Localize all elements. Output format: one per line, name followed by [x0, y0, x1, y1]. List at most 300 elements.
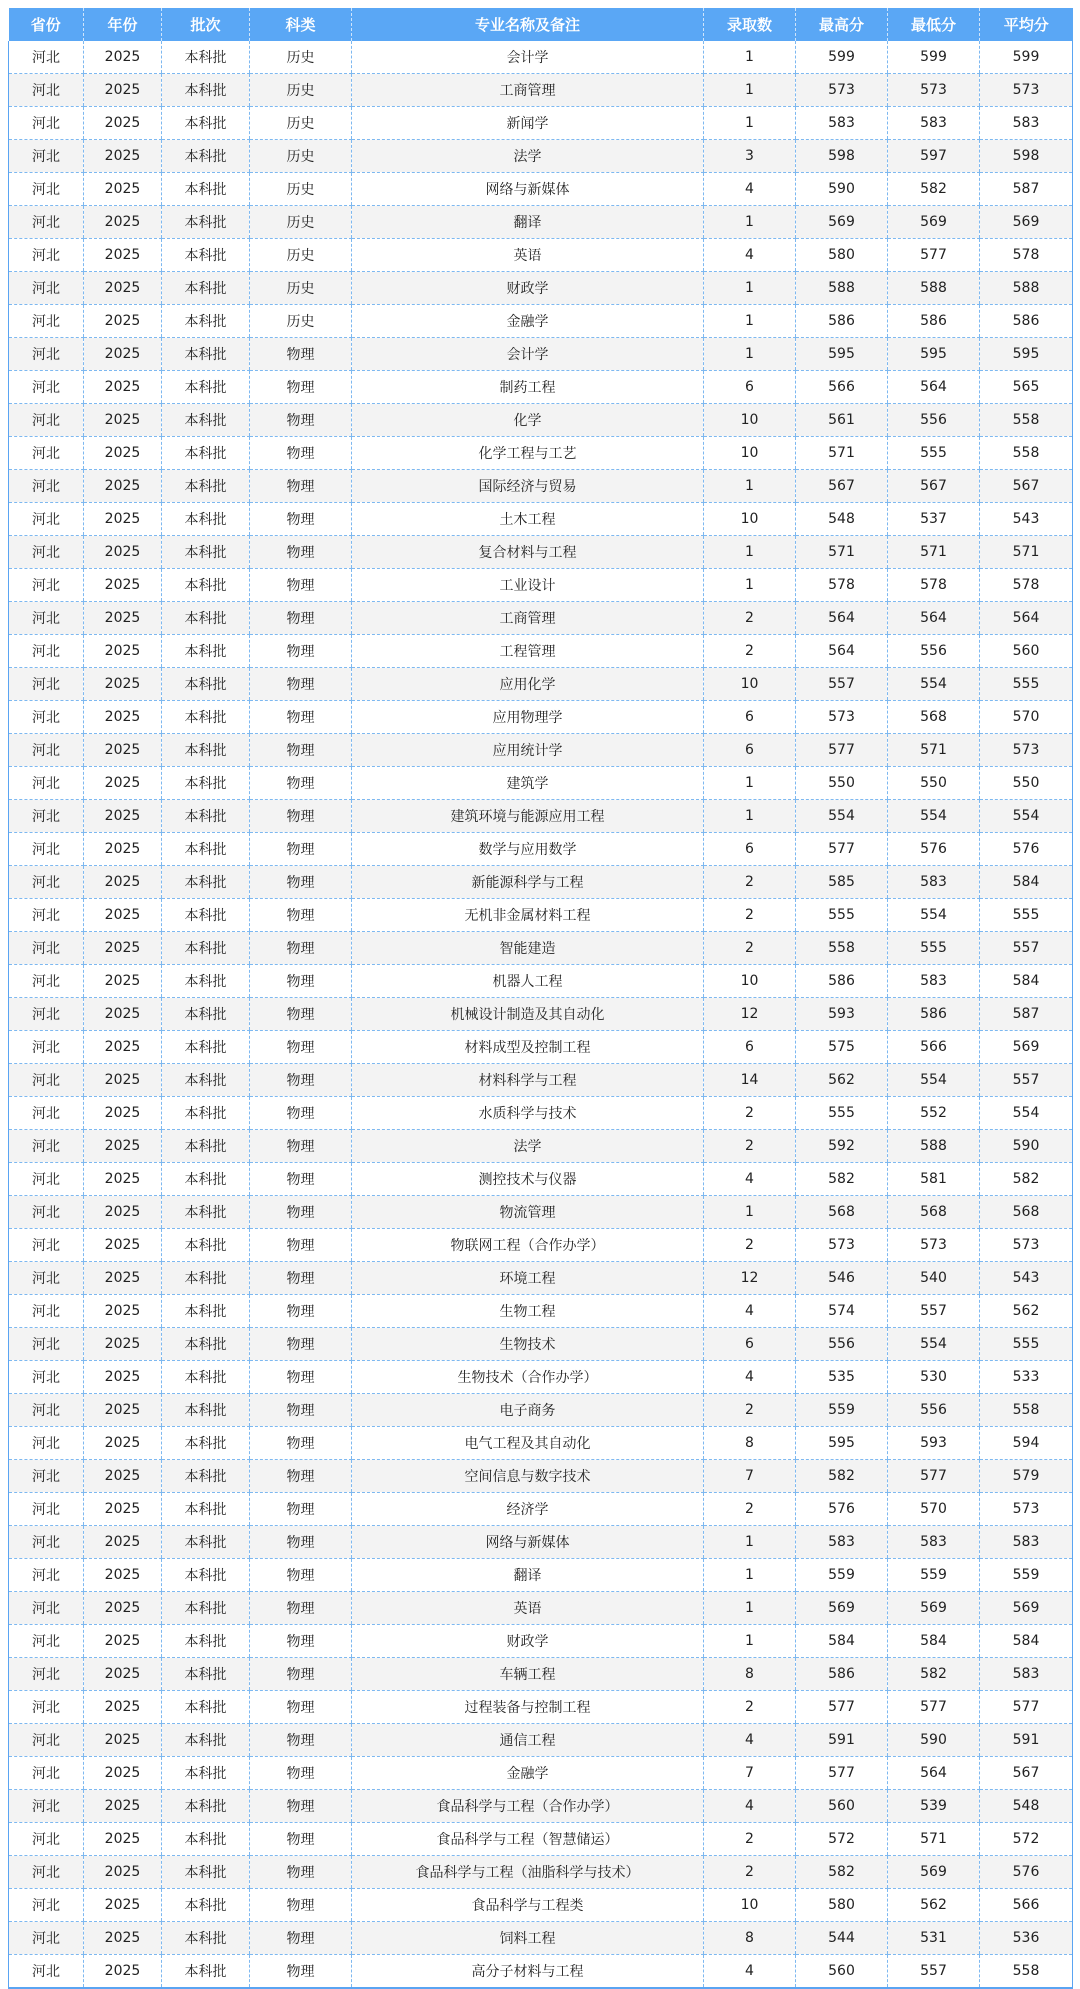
cell-subject-category: 物理 [250, 602, 352, 635]
cell-year: 2025 [84, 866, 162, 899]
table-row [9, 1328, 1073, 1361]
cell-major-name: 过程装备与控制工程 [352, 1691, 704, 1724]
cell-major-name: 建筑学 [352, 767, 704, 800]
cell-province: 河北 [9, 1790, 84, 1823]
cell-max-score: 556 [796, 1328, 888, 1361]
cell-subject-category: 物理 [250, 1262, 352, 1295]
cell-admitted-count: 6 [704, 1328, 796, 1361]
table-row [9, 1625, 1073, 1658]
cell-major-name: 电子商务 [352, 1394, 704, 1427]
cell-min-score: 531 [888, 1922, 980, 1955]
cell-admitted-count: 4 [704, 1724, 796, 1757]
cell-province: 河北 [9, 1328, 84, 1361]
cell-avg-score: 569 [980, 1031, 1073, 1064]
cell-batch: 本科批 [162, 536, 250, 569]
cell-admitted-count: 1 [704, 1196, 796, 1229]
cell-province: 河北 [9, 734, 84, 767]
cell-batch: 本科批 [162, 602, 250, 635]
cell-admitted-count: 6 [704, 833, 796, 866]
cell-province: 河北 [9, 470, 84, 503]
cell-batch: 本科批 [162, 272, 250, 305]
cell-min-score: 555 [888, 932, 980, 965]
cell-batch: 本科批 [162, 1163, 250, 1196]
cell-province: 河北 [9, 1031, 84, 1064]
cell-year: 2025 [84, 371, 162, 404]
cell-major-name: 车辆工程 [352, 1658, 704, 1691]
table-row [9, 1163, 1073, 1196]
cell-province: 河北 [9, 371, 84, 404]
table-row [9, 536, 1073, 569]
cell-max-score: 571 [796, 437, 888, 470]
cell-admitted-count: 2 [704, 1493, 796, 1526]
cell-province: 河北 [9, 206, 84, 239]
cell-avg-score: 554 [980, 800, 1073, 833]
cell-avg-score: 559 [980, 1559, 1073, 1592]
cell-avg-score: 536 [980, 1922, 1073, 1955]
cell-avg-score: 567 [980, 470, 1073, 503]
cell-major-name: 新闻学 [352, 107, 704, 140]
cell-subject-category: 物理 [250, 965, 352, 998]
cell-province: 河北 [9, 1262, 84, 1295]
cell-avg-score: 586 [980, 305, 1073, 338]
cell-admitted-count: 4 [704, 1955, 796, 1989]
cell-max-score: 584 [796, 1625, 888, 1658]
cell-year: 2025 [84, 1691, 162, 1724]
cell-admitted-count: 2 [704, 1823, 796, 1856]
cell-min-score: 550 [888, 767, 980, 800]
cell-min-score: 564 [888, 1757, 980, 1790]
cell-subject-category: 物理 [250, 1493, 352, 1526]
cell-province: 河北 [9, 1592, 84, 1625]
cell-major-name: 水质科学与技术 [352, 1097, 704, 1130]
cell-year: 2025 [84, 173, 162, 206]
cell-avg-score: 573 [980, 1493, 1073, 1526]
cell-major-name: 英语 [352, 1592, 704, 1625]
header-avg-score: 平均分 [980, 8, 1073, 41]
cell-avg-score: 557 [980, 1064, 1073, 1097]
cell-min-score: 583 [888, 965, 980, 998]
cell-major-name: 数学与应用数学 [352, 833, 704, 866]
cell-avg-score: 578 [980, 569, 1073, 602]
cell-year: 2025 [84, 899, 162, 932]
cell-avg-score: 555 [980, 1328, 1073, 1361]
cell-subject-category: 物理 [250, 866, 352, 899]
cell-min-score: 582 [888, 173, 980, 206]
cell-subject-category: 物理 [250, 899, 352, 932]
cell-batch: 本科批 [162, 206, 250, 239]
cell-major-name: 食品科学与工程（智慧储运） [352, 1823, 704, 1856]
cell-year: 2025 [84, 1790, 162, 1823]
cell-major-name: 材料成型及控制工程 [352, 1031, 704, 1064]
cell-year: 2025 [84, 305, 162, 338]
table-row [9, 1460, 1073, 1493]
cell-major-name: 应用统计学 [352, 734, 704, 767]
cell-major-name: 翻译 [352, 1559, 704, 1592]
cell-year: 2025 [84, 1163, 162, 1196]
cell-province: 河北 [9, 173, 84, 206]
cell-subject-category: 物理 [250, 470, 352, 503]
cell-batch: 本科批 [162, 1823, 250, 1856]
cell-avg-score: 571 [980, 536, 1073, 569]
header-max-score: 最高分 [796, 8, 888, 41]
cell-admitted-count: 4 [704, 1295, 796, 1328]
cell-year: 2025 [84, 536, 162, 569]
cell-subject-category: 物理 [250, 1790, 352, 1823]
cell-min-score: 559 [888, 1559, 980, 1592]
table-row [9, 503, 1073, 536]
table-row [9, 140, 1073, 173]
table-row [9, 1229, 1073, 1262]
cell-major-name: 建筑环境与能源应用工程 [352, 800, 704, 833]
cell-major-name: 会计学 [352, 338, 704, 371]
table-row [9, 965, 1073, 998]
cell-batch: 本科批 [162, 932, 250, 965]
cell-admitted-count: 8 [704, 1427, 796, 1460]
cell-min-score: 568 [888, 1196, 980, 1229]
cell-province: 河北 [9, 1064, 84, 1097]
cell-province: 河北 [9, 41, 84, 74]
cell-province: 河北 [9, 272, 84, 305]
cell-batch: 本科批 [162, 1460, 250, 1493]
cell-subject-category: 物理 [250, 1196, 352, 1229]
table-row [9, 173, 1073, 206]
cell-batch: 本科批 [162, 239, 250, 272]
cell-avg-score: 548 [980, 1790, 1073, 1823]
cell-batch: 本科批 [162, 1229, 250, 1262]
cell-avg-score: 579 [980, 1460, 1073, 1493]
cell-major-name: 翻译 [352, 206, 704, 239]
cell-subject-category: 物理 [250, 1460, 352, 1493]
cell-subject-category: 物理 [250, 1889, 352, 1922]
cell-max-score: 592 [796, 1130, 888, 1163]
cell-max-score: 595 [796, 338, 888, 371]
cell-year: 2025 [84, 1097, 162, 1130]
cell-year: 2025 [84, 932, 162, 965]
cell-batch: 本科批 [162, 899, 250, 932]
cell-year: 2025 [84, 470, 162, 503]
cell-max-score: 571 [796, 536, 888, 569]
cell-min-score: 582 [888, 1658, 980, 1691]
cell-subject-category: 物理 [250, 998, 352, 1031]
cell-major-name: 英语 [352, 239, 704, 272]
cell-max-score: 550 [796, 767, 888, 800]
cell-province: 河北 [9, 404, 84, 437]
table-row [9, 1361, 1073, 1394]
cell-province: 河北 [9, 1295, 84, 1328]
cell-province: 河北 [9, 1361, 84, 1394]
cell-batch: 本科批 [162, 998, 250, 1031]
cell-batch: 本科批 [162, 41, 250, 74]
table-row [9, 701, 1073, 734]
cell-province: 河北 [9, 1130, 84, 1163]
cell-subject-category: 物理 [250, 1955, 352, 1989]
cell-avg-score: 595 [980, 338, 1073, 371]
admission-scores-table [8, 8, 1073, 1989]
cell-avg-score: 567 [980, 1757, 1073, 1790]
cell-province: 河北 [9, 1163, 84, 1196]
cell-admitted-count: 1 [704, 470, 796, 503]
table-row [9, 1922, 1073, 1955]
cell-max-score: 573 [796, 1229, 888, 1262]
cell-subject-category: 物理 [250, 767, 352, 800]
cell-max-score: 580 [796, 239, 888, 272]
cell-subject-category: 历史 [250, 173, 352, 206]
cell-min-score: 556 [888, 1394, 980, 1427]
cell-batch: 本科批 [162, 866, 250, 899]
table-row [9, 371, 1073, 404]
cell-subject-category: 物理 [250, 1229, 352, 1262]
cell-batch: 本科批 [162, 800, 250, 833]
table-row [9, 569, 1073, 602]
cell-year: 2025 [84, 1592, 162, 1625]
cell-avg-score: 573 [980, 734, 1073, 767]
cell-province: 河北 [9, 437, 84, 470]
cell-batch: 本科批 [162, 1592, 250, 1625]
cell-year: 2025 [84, 206, 162, 239]
cell-year: 2025 [84, 1295, 162, 1328]
table-row [9, 74, 1073, 107]
cell-min-score: 583 [888, 1526, 980, 1559]
cell-max-score: 588 [796, 272, 888, 305]
cell-max-score: 555 [796, 899, 888, 932]
cell-batch: 本科批 [162, 668, 250, 701]
cell-year: 2025 [84, 668, 162, 701]
table-row [9, 107, 1073, 140]
cell-max-score: 595 [796, 1427, 888, 1460]
cell-avg-score: 576 [980, 1856, 1073, 1889]
cell-province: 河北 [9, 1691, 84, 1724]
cell-subject-category: 物理 [250, 1097, 352, 1130]
cell-max-score: 586 [796, 305, 888, 338]
cell-avg-score: 558 [980, 437, 1073, 470]
cell-max-score: 568 [796, 1196, 888, 1229]
cell-province: 河北 [9, 1724, 84, 1757]
cell-avg-score: 558 [980, 404, 1073, 437]
cell-max-score: 569 [796, 1592, 888, 1625]
table-row [9, 1064, 1073, 1097]
cell-major-name: 复合材料与工程 [352, 536, 704, 569]
cell-avg-score: 573 [980, 74, 1073, 107]
cell-major-name: 无机非金属材料工程 [352, 899, 704, 932]
cell-avg-score: 555 [980, 668, 1073, 701]
cell-min-score: 573 [888, 74, 980, 107]
cell-max-score: 544 [796, 1922, 888, 1955]
table-row [9, 305, 1073, 338]
cell-admitted-count: 6 [704, 371, 796, 404]
cell-admitted-count: 1 [704, 206, 796, 239]
cell-max-score: 572 [796, 1823, 888, 1856]
cell-avg-score: 550 [980, 767, 1073, 800]
cell-max-score: 555 [796, 1097, 888, 1130]
cell-province: 河北 [9, 1625, 84, 1658]
cell-min-score: 599 [888, 41, 980, 74]
cell-avg-score: 572 [980, 1823, 1073, 1856]
cell-year: 2025 [84, 734, 162, 767]
cell-year: 2025 [84, 1526, 162, 1559]
cell-year: 2025 [84, 833, 162, 866]
cell-min-score: 573 [888, 1229, 980, 1262]
cell-province: 河北 [9, 701, 84, 734]
table-row [9, 1955, 1073, 1989]
cell-year: 2025 [84, 437, 162, 470]
cell-min-score: 566 [888, 1031, 980, 1064]
cell-admitted-count: 4 [704, 239, 796, 272]
cell-admitted-count: 1 [704, 1592, 796, 1625]
cell-admitted-count: 1 [704, 74, 796, 107]
cell-max-score: 559 [796, 1559, 888, 1592]
cell-avg-score: 569 [980, 206, 1073, 239]
cell-min-score: 554 [888, 899, 980, 932]
table-row [9, 1262, 1073, 1295]
cell-batch: 本科批 [162, 1493, 250, 1526]
table-row [9, 866, 1073, 899]
cell-min-score: 586 [888, 305, 980, 338]
cell-province: 河北 [9, 1955, 84, 1989]
cell-admitted-count: 7 [704, 1757, 796, 1790]
cell-major-name: 环境工程 [352, 1262, 704, 1295]
cell-min-score: 590 [888, 1724, 980, 1757]
cell-admitted-count: 12 [704, 1262, 796, 1295]
cell-avg-score: 564 [980, 602, 1073, 635]
cell-max-score: 558 [796, 932, 888, 965]
cell-batch: 本科批 [162, 140, 250, 173]
table-row [9, 1691, 1073, 1724]
cell-min-score: 578 [888, 569, 980, 602]
cell-year: 2025 [84, 569, 162, 602]
table-row [9, 1790, 1073, 1823]
cell-min-score: 554 [888, 668, 980, 701]
cell-admitted-count: 10 [704, 1889, 796, 1922]
table-row [9, 404, 1073, 437]
cell-min-score: 556 [888, 404, 980, 437]
table-row [9, 1196, 1073, 1229]
cell-major-name: 金融学 [352, 1757, 704, 1790]
table-row [9, 437, 1073, 470]
cell-province: 河北 [9, 338, 84, 371]
cell-min-score: 562 [888, 1889, 980, 1922]
cell-batch: 本科批 [162, 1955, 250, 1989]
cell-year: 2025 [84, 338, 162, 371]
cell-admitted-count: 3 [704, 140, 796, 173]
cell-year: 2025 [84, 1856, 162, 1889]
cell-major-name: 法学 [352, 140, 704, 173]
cell-max-score: 576 [796, 1493, 888, 1526]
cell-avg-score: 578 [980, 239, 1073, 272]
table-row [9, 1889, 1073, 1922]
cell-min-score: 530 [888, 1361, 980, 1394]
cell-province: 河北 [9, 767, 84, 800]
cell-batch: 本科批 [162, 965, 250, 998]
cell-year: 2025 [84, 1361, 162, 1394]
cell-admitted-count: 1 [704, 272, 796, 305]
cell-province: 河北 [9, 1097, 84, 1130]
cell-batch: 本科批 [162, 173, 250, 206]
cell-major-name: 机械设计制造及其自动化 [352, 998, 704, 1031]
cell-avg-score: 583 [980, 1658, 1073, 1691]
cell-subject-category: 物理 [250, 1856, 352, 1889]
cell-subject-category: 历史 [250, 140, 352, 173]
cell-admitted-count: 10 [704, 668, 796, 701]
cell-min-score: 540 [888, 1262, 980, 1295]
cell-major-name: 法学 [352, 1130, 704, 1163]
cell-subject-category: 物理 [250, 569, 352, 602]
cell-batch: 本科批 [162, 1757, 250, 1790]
header-subject-category: 科类 [250, 8, 352, 41]
cell-batch: 本科批 [162, 833, 250, 866]
cell-batch: 本科批 [162, 1658, 250, 1691]
cell-batch: 本科批 [162, 1196, 250, 1229]
cell-major-name: 生物技术 [352, 1328, 704, 1361]
cell-max-score: 546 [796, 1262, 888, 1295]
cell-subject-category: 物理 [250, 536, 352, 569]
cell-batch: 本科批 [162, 1559, 250, 1592]
cell-major-name: 生物技术（合作办学） [352, 1361, 704, 1394]
cell-province: 河北 [9, 602, 84, 635]
cell-admitted-count: 1 [704, 305, 796, 338]
cell-max-score: 561 [796, 404, 888, 437]
cell-year: 2025 [84, 1559, 162, 1592]
cell-batch: 本科批 [162, 1031, 250, 1064]
cell-province: 河北 [9, 932, 84, 965]
cell-admitted-count: 10 [704, 437, 796, 470]
cell-province: 河北 [9, 668, 84, 701]
cell-year: 2025 [84, 1328, 162, 1361]
cell-province: 河北 [9, 1427, 84, 1460]
cell-admitted-count: 8 [704, 1658, 796, 1691]
cell-year: 2025 [84, 701, 162, 734]
cell-subject-category: 物理 [250, 734, 352, 767]
cell-max-score: 593 [796, 998, 888, 1031]
table-row [9, 1394, 1073, 1427]
cell-min-score: 554 [888, 800, 980, 833]
cell-admitted-count: 2 [704, 1856, 796, 1889]
cell-year: 2025 [84, 965, 162, 998]
cell-max-score: 577 [796, 1691, 888, 1724]
cell-admitted-count: 1 [704, 107, 796, 140]
cell-batch: 本科批 [162, 107, 250, 140]
cell-avg-score: 599 [980, 41, 1073, 74]
cell-avg-score: 583 [980, 107, 1073, 140]
cell-max-score: 586 [796, 965, 888, 998]
cell-subject-category: 物理 [250, 635, 352, 668]
cell-province: 河北 [9, 536, 84, 569]
cell-major-name: 化学工程与工艺 [352, 437, 704, 470]
cell-max-score: 554 [796, 800, 888, 833]
cell-max-score: 598 [796, 140, 888, 173]
cell-batch: 本科批 [162, 1262, 250, 1295]
cell-major-name: 网络与新媒体 [352, 173, 704, 206]
cell-major-name: 食品科学与工程（油脂科学与技术） [352, 1856, 704, 1889]
cell-max-score: 582 [796, 1163, 888, 1196]
cell-min-score: 557 [888, 1955, 980, 1989]
cell-major-name: 应用化学 [352, 668, 704, 701]
cell-major-name: 工业设计 [352, 569, 704, 602]
cell-admitted-count: 2 [704, 899, 796, 932]
cell-min-score: 576 [888, 833, 980, 866]
cell-max-score: 577 [796, 1757, 888, 1790]
cell-batch: 本科批 [162, 1526, 250, 1559]
cell-major-name: 智能建造 [352, 932, 704, 965]
cell-subject-category: 物理 [250, 1295, 352, 1328]
cell-subject-category: 物理 [250, 1757, 352, 1790]
cell-year: 2025 [84, 503, 162, 536]
cell-max-score: 569 [796, 206, 888, 239]
cell-major-name: 经济学 [352, 1493, 704, 1526]
cell-province: 河北 [9, 899, 84, 932]
cell-year: 2025 [84, 1229, 162, 1262]
table-row [9, 1031, 1073, 1064]
cell-province: 河北 [9, 998, 84, 1031]
